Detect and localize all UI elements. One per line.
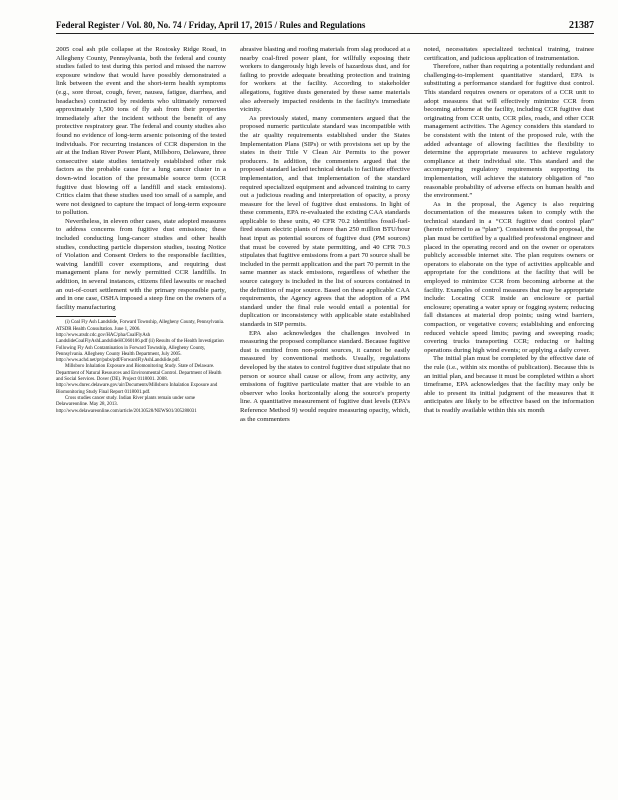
paragraph: 2005 coal ash pile collapse at the Rostosky Ridge Road, in Allegheny County, Pennsylvania, both the federal and county studies failed to test during this period and missed the narrow exposure window that would have possibly demonstrated a link between the event and the short-term health symptoms (e.g., sore throat, cough, fever, nausea, fatigue, diarrhea, and headaches) contracted by residents who ultimately removed approximately 1,500 tons of fly ash from their properties immediately after the incident without the benefit of any protective respiratory gear. The federal and county studies also found no evidence of long-term arsenic poisoning of the tested individuals. For recurring instances of CCR dispersion in the air at the Indian River Power Plant, Millsboro, Delaware, three consecutive state studies tentatively established other risk factors as the probable cause for a lung cancer cluster in a down-wind location of the presumable source term (CCR fugitive dust blowing off a landfill and stack emissions). Critics claim that these studies used too small of a sample, and were not designed to capture the impact of long-term exposure to pollution. [56,46,226,217]
paragraph: Nevertheless, in eleven other cases, state adopted measures to address concerns from fugitive dust emissions; these included conducting lung-cancer studies and other health studies, conducting particle dispersion studies, issuing Notice of Violation and Consent Orders to the responsible facilities, waiving landfill cover exemptions, and requiring dust management plans for newly permitted CCR landfills. In addition, in several instances, citizens filed lawsuits or reached an out-of-court settlement with the primary responsible party, and in one case, OSHA imposed a steep fine on the owners of a facility manufacturing [56,217,226,311]
running-head: Federal Register / Vol. 80, No. 74 / Friday, April 17, 2015 / Rules and Regulations [56,20,366,30]
footnote-rule [56,316,116,317]
footnote: Millsboro Inhalation Exposure and Biomonitoring Study. State of Delaware. Department of Natural Resources and Environmental Control. Department of Health and Social Services. Dover (DE). Project 0118001. 2008. http://www.dnrec.delaware.gov/air/Documents/Millsboro Inhalation Exposure and Biomonitoring Study Final Report 0118001.pdf. [56,364,222,395]
paragraph: Therefore, rather than requiring a potentially redundant and challenging-to-implement quantitative standard, EPA is substituting a performance standard for fugitive dust control. This standard requires owners or operators of a CCR unit to adopt measures that will effectively minimize CCR from becoming airborne at the facility, including CCR fugitive dust originating from CCR units, CCR piles, roads, and other CCR management activities. The Agency considers this standard to be consistent with the intent of the proposed rule, with the added advantage of allowing facilities the flexibility to determine the appropriate measures to achieve regulatory compliance at their individual site. This standard and the accompanying regulatory requirements supporting its implementation, will achieve the statutory obligation of “no reasonable probability of adverse effects on human health and the environment.” [424,63,594,200]
paragraph: abrasive blasting and roofing materials from slag produced at a nearby coal-fired power plant, for willfully exposing their workers to dangerously high levels of hazardous dust, and for failing to provide adequate breathing protection and training for workers at the facility. According to stakeholder allegations, fugitive dusts generated by these same materials also adversely impacted residents in the facility's immediate vicinity. [240,46,410,114]
column-1 [56,46,226,794]
paragraph: EPA also acknowledges the challenges involved in measuring the proposed compliance standard. Because fugitive dust is emitted from non-point sources, it cannot be easily measured by conventional methods. Usually, regulations developed by the states to control fugitive dust stipulate that no person or source shall cause or allow, from any activity, any emissions of fugitive particulate matter that are visible to an observer who looks horizontally along the source's property line. A quantitative measurement of fugitive dust levels (EPA's Reference Method 9) would require measuring opacity, which, as the commenters [240,329,410,423]
paragraph: As in the proposal, the Agency is also requiring documentation of the measures taken to comply with the technical standard in a “CCR fugitive dust control plan” (herein referred to as “plan”). Consistent with the proposal, the plan must be certified by a qualified professional engineer and placed in the operating record and on the owner or operators publicly accessible internet site. The plan requires owners or operators to elaborate on the type of activities applicable and appropriate for the conditions at the facility that will be employed to minimize CCR from becoming airborne at the facility. Examples of control measures that may be appropriate include: Locating CCR inside an enclosure or partial enclosure; operating a water spray or fogging system; reducing fall distances at material drop points; using wind barriers, compaction, or vegetative covers; establishing and enforcing reduced vehicle speed limits; paving and sweeping roads; covering trucks transporting CCR; reducing or halting operations during high wind events; or applying a daily cover. [424,200,594,354]
column-3 [424,46,594,794]
paragraph: The initial plan must be completed by the effective date of the rule (i.e., within six months of publication). Because this is an initial plan, and because it must be completed within a short timeframe, EPA acknowledges that the facility may only be able to present its initial judgment of the measures that it anticipates are likely to be effective based on the information that is readily available within this six month [424,355,594,414]
page-number: 21387 [569,20,594,31]
paragraph: As previously stated, many commenters argued that the proposed numeric particulate standard was incompatible with the air quality requirements established under the States Implementation Plans (SIPs) or with provisions set up by the states in their Title V Clean Air Permits to the power producers. In addition, the commenters argued that the proposed standard lacked technical details to facilitate effective implementation, and that implementation of the standard required specialized equipment and advanced training to carry out a judicious reading and interpretation of opacity, a proxy measure for the level of fugitive dust emissions. In light of these comments, EPA re-evaluated the existing CAA standards applicable to these units, 40 CFR 70.2 identifies fossil-fuel-fired steam electric plants of more than 250 million BTU/hour heat input as potential sources of fugitive dust (PM sources) that must be covered by state permitting, and 40 CFR 70.3 stipulates that fugitive emissions from a part 70 source shall be included in the permit application and the part 70 permit in the same manner as stack emissions, regardless of whether the source category is included in the list of sources contained in the definition of major source. Based on these applicable CAA requirements, the Agency agrees that the adoption of a PM standard under the final rule would entail a potential for duplication or inconsistency with applicable state established standards in SIP permits. [240,114,410,328]
footnote: (i) Coal Fly Ash Landslide, Forward Township, Allegheny County, Pennsylvania. ATSDR Health Consultation. June 1, 2006. http://www.atsdr.cdc.gov/HAC/pha/CoalFlyAsh LandslideCoalFlyAshLandslideHC060106.pdf (ii) Results of the Health Investigation Following Fly Ash Contamination in Forward Township, Allegheny County, Pennsylvania. Allegheny County Health Department, July 2005. http://www.achd.net/pr/pubs/pdf/ForwardFlyAshLandslide.pdf. [56,320,225,364]
footnote: Cross studies cancer study. Indian River plants remain under some Delawareonline. May 28, 2013. http://www.delawareonline.com/article/20130528/NEWS01/305280031 [56,395,197,414]
text-columns [56,46,594,794]
column-2 [240,46,410,794]
page-header [56,20,594,34]
paragraph: noted, necessitates specialized technical training, trainee certification, and judicious application of instrumentation. [424,46,594,62]
